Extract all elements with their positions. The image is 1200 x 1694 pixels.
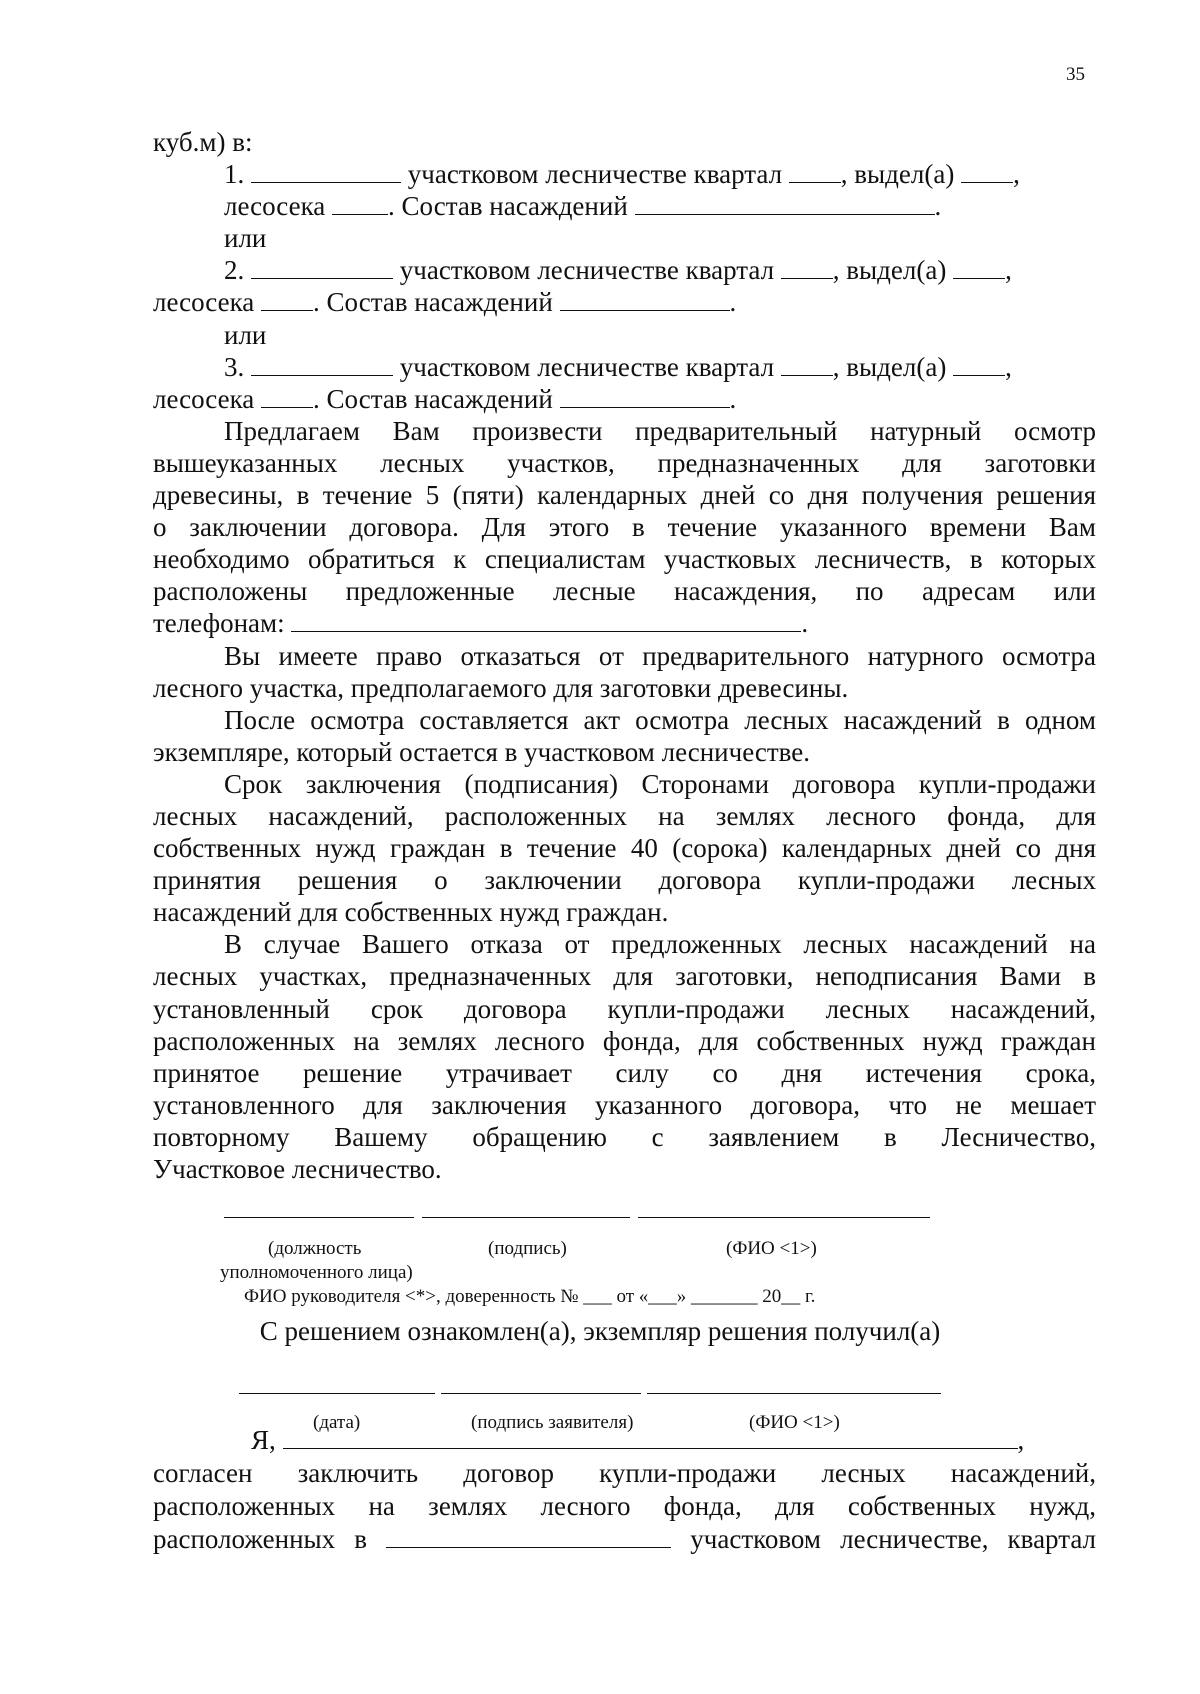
paragraph-line: Срок заключения (подписания) Сторонами договора купли-продажи xyxy=(224,768,1096,799)
list-item-3: 3. участковом лесничестве квартал , выдел(а) , xyxy=(224,351,1012,382)
label-date: (дата) xyxy=(313,1412,361,1433)
signature-labels xyxy=(220,1237,940,1261)
consent-section xyxy=(153,1424,1096,1556)
signature-lines xyxy=(237,1393,957,1405)
paragraph-line: древесины, в течение 5 (пяти) календарных дней со дня получения решения xyxy=(153,480,1096,511)
paragraph-line: расположенных на землях лесного фонда, для собственных нужд граждан xyxy=(153,1025,1096,1056)
label-position-cont: уполномоченного лица) xyxy=(220,1262,413,1283)
paragraph-line: экземпляре, который остается в участковом лесничестве. xyxy=(153,736,810,767)
paragraph-line: принятое решение утрачивает силу со дня истечения срока, xyxy=(153,1057,1096,1088)
paragraph-line: о заключении договора. Для этого в течение указанного времени Вам xyxy=(153,512,1096,543)
paragraph-line: Вы имеете право отказаться от предварительного натурного осмотра xyxy=(224,640,1096,671)
or-label: или xyxy=(224,319,267,350)
paragraph-line: необходимо обратиться к специалистам участковых лесничеств, в которых xyxy=(153,544,1096,575)
fio-line xyxy=(638,1217,930,1218)
paragraph-line: согласен заключить договор купли-продажи лесных насаждений, xyxy=(153,1458,1096,1488)
label-position: (должность xyxy=(268,1238,362,1259)
list-item-2: 2. участковом лесничестве квартал , выдел(а) , xyxy=(224,255,1012,286)
paragraph-line: расположенных на землях лесного фонда, для собственных нужд, xyxy=(153,1491,1096,1521)
head-attorney-row: ФИО руководителя <*>, доверенность № ___ от «___» _______ 20__ г. xyxy=(244,1286,816,1307)
date-line xyxy=(239,1393,435,1394)
position-line xyxy=(224,1217,414,1218)
paragraph-line: насаждений для собственных нужд граждан. xyxy=(153,897,669,928)
applicant-signature-line xyxy=(441,1393,641,1394)
or-label: или xyxy=(224,223,267,254)
label-fio: (ФИО <1>) xyxy=(726,1238,817,1259)
label-fio: (ФИО <1>) xyxy=(749,1412,840,1433)
paragraph-line: расположены предложенные лесные насаждения, по адресам или xyxy=(153,576,1096,607)
page-number: 35 xyxy=(1066,64,1085,85)
list-item-1: 1. участковом лесничестве квартал , выдел(а) , xyxy=(224,159,1020,190)
paragraph-line: Предлагаем Вам произвести предварительный натурный осмотр xyxy=(224,415,1096,446)
list-item-2-cont: лесосека . Состав насаждений . xyxy=(153,287,737,318)
paragraph-line: вышеуказанных лесных участков, предназначенных для заготовки xyxy=(153,447,1096,478)
text-line: куб.м) в: xyxy=(153,127,253,157)
paragraph-line: установленного для заключения указанного договора, что не мешает xyxy=(153,1089,1096,1120)
paragraph-line: телефонам: . xyxy=(153,608,809,639)
paragraph-line: принятия решения о заключении договора купли-продажи лесных xyxy=(153,865,1096,896)
list-item-1-cont: лесосека . Состав насаждений . xyxy=(224,191,942,222)
paragraph-line: повторному Вашему обращению с заявлением в Лесничество, xyxy=(153,1121,1096,1152)
paragraph-line: лесного участка, предполагаемого для заготовки древесины. xyxy=(153,672,849,703)
paragraph-line: После осмотра составляется акт осмотра лесных насаждений в одном xyxy=(224,704,1096,735)
label-signature: (подпись) xyxy=(488,1238,567,1259)
paragraph-line: лесных участках, предназначенных для заготовки, неподписания Вами в xyxy=(153,961,1096,992)
paragraph-line: установленный срок договора купли-продажи лесных насаждений, xyxy=(153,993,1096,1024)
acknowledgement-heading: С решением ознакомлен(а), экземпляр решения получил(а) xyxy=(259,1316,941,1346)
paragraph-line: расположенных в участковом лесничестве, квартал xyxy=(153,1524,1097,1554)
signature-lines xyxy=(220,1217,940,1233)
paragraph-line: В случае Вашего отказа от предложенных лесных насаждений на xyxy=(224,929,1096,960)
signature-line xyxy=(422,1217,630,1218)
signature-block-official xyxy=(220,1217,940,1309)
consent-name-line: Я, , xyxy=(251,1425,1025,1455)
paragraph-line: Участковое лесничество. xyxy=(153,1154,442,1184)
fio-line xyxy=(647,1393,941,1394)
label-applicant-signature: (подпись заявителя) xyxy=(471,1412,634,1433)
paragraph-line: собственных нужд граждан в течение 40 (сорока) календарных дней со дня xyxy=(153,833,1096,864)
document-body xyxy=(153,126,1096,1185)
list-item-3-cont: лесосека . Состав насаждений . xyxy=(153,383,737,414)
paragraph-line: лесных насаждений, расположенных на землях лесного фонда, для xyxy=(153,800,1096,831)
